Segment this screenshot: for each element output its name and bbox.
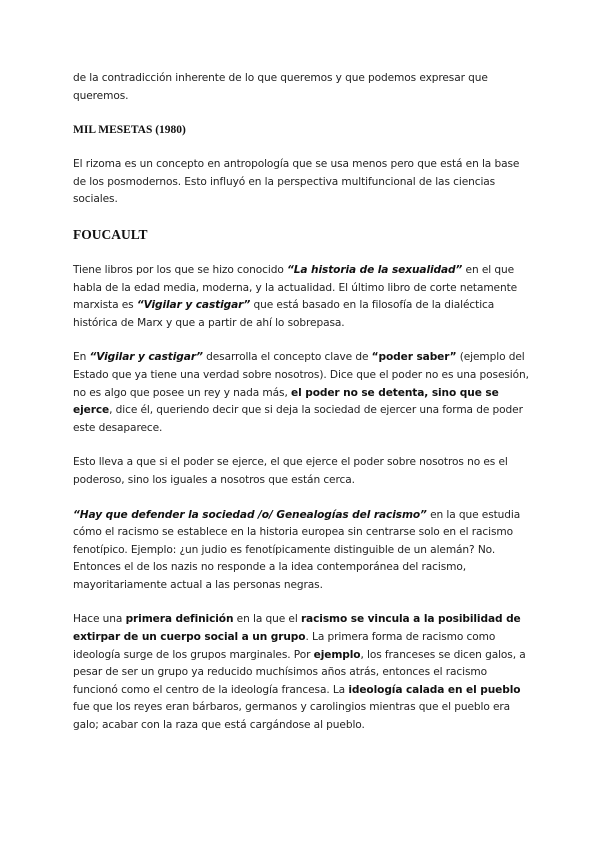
text-run: . La primera forma de racismo como ideología surge de los grupos marginales. Por — [73, 631, 496, 661]
book-title-vigilar-castigar: “Vigilar y castigar” — [89, 351, 203, 364]
text-run: , los franceses se dicen galos, a pesar de ser un grupo ya reducido muchísimos años atrás, entonces el racismo funcionó como el centro de la ideología francesa. La — [73, 648, 526, 696]
document-body — [73, 70, 533, 735]
text-run: , dice él, queriendo decir que si deja la sociedad de ejercer una forma de poder este desaparece. — [73, 404, 523, 434]
bold-word-ejemplo: ejemplo — [313, 648, 361, 661]
paragraph-libros — [73, 262, 533, 332]
text-run: En — [73, 351, 90, 364]
text-run: (ejemplo del Estado que ya tiene una verdad sobre nosotros). Dice que el poder no es una posesión, no es algo que posee un rey y nada más, — [73, 351, 529, 399]
paragraph-rizoma: El rizoma es un concepto en antropología que se usa menos pero que está en la base de los posmodernos. Esto influyó en la perspectiva multifuncional de las ciencias sociales. — [73, 158, 520, 206]
paragraph-genealogias — [73, 507, 533, 595]
text-run: Hace una — [73, 613, 126, 626]
paragraph-primera-definicion — [73, 611, 533, 734]
book-title-defender-sociedad: “Hay que defender la sociedad /o/ Genealogías del racismo” — [73, 508, 427, 521]
paragraph-poder-saber — [73, 349, 533, 437]
bold-phrase-ideologia-calada: ideología calada en el pueblo — [348, 683, 521, 696]
paragraph-iguales: Esto lleva a que si el poder se ejerce, el que ejerce el poder sobre nosotros no es el poderoso, sino los iguales a nosotros que están cerca. — [73, 456, 508, 486]
text-run: Tiene libros por los que se hizo conocido — [73, 263, 287, 276]
heading-foucault: FOUCAULT — [73, 226, 148, 242]
paragraph-intro: de la contradicción inherente de lo que queremos y que podemos expresar que queremos. — [73, 72, 488, 102]
text-run: que está basado en la filosofía de la dialéctica histórica de Marx y que a partir de ahí lo sobrepasa. — [73, 299, 495, 329]
text-run: en el que habla de la edad media, moderna, y la actualidad. El último libro de corte netamente marxista es — [73, 263, 518, 312]
heading-mil-mesetas: MIL MESETAS (1980) — [73, 124, 186, 137]
text-run: fue que los reyes eran bárbaros, germanos y carolingios mientras que el pueblo era galo; acabar con la raza que está cargándose al pueblo. — [73, 701, 511, 732]
text-run: desarrolla el concepto clave de — [202, 351, 372, 364]
book-title-historia-sexualidad: “La historia de la sexualidad” — [287, 263, 463, 276]
concept-poder-saber: “poder saber” — [371, 351, 457, 364]
text-run: en la que el — [233, 613, 301, 626]
book-title-vigilar-castigar: “Vigilar y castigar” — [136, 299, 251, 312]
bold-phrase-poder-ejerce: el poder no se detenta, sino que se ejerce — [73, 386, 499, 417]
bold-phrase-racismo-vincula: racismo se vincula a la posibilidad de extirpar de un cuerpo social a un grupo — [73, 613, 521, 644]
bold-phrase-primera-definicion: primera definición — [125, 613, 234, 626]
text-run: en la que estudia cómo el racismo se establece en la historia europea sin centrarse solo en el racismo fenotípico. Ejemplo: ¿un judio es fenotípicamente distinguible de un alemán? No. Entonces el de los nazis no responde a la idea contemporánea del racismo, mayoritariamente actual a las personas negras. — [73, 508, 521, 591]
